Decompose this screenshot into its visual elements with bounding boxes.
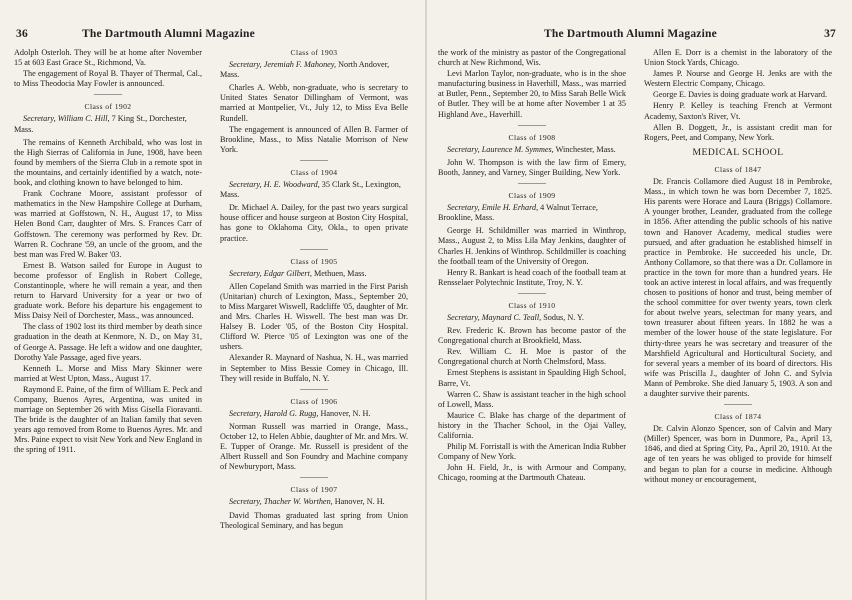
secretary-line <box>438 313 626 323</box>
secretary-line <box>220 60 408 80</box>
paragraph: Levi Marlon Taylor, non-graduate, who is in the shoe manufacturing business in Haverhill, Mass., was married at Butler, Penn., September 20, to Miss Sarah Belle Wick of Butler. They will be at home after November 1 at 35 Highland Ave., Haverhill. <box>438 69 626 119</box>
divider <box>300 477 328 478</box>
secretary-address: 7 King St., Dorchester, Mass. <box>14 114 187 134</box>
secretary-line <box>220 269 408 279</box>
class-heading: Class of 1908 <box>508 132 556 142</box>
paragraph: The class of 1902 lost its third member by death since graduation in the death at Kenmore, N. D., on May 31, of George A. Passage. He left a widow and one daughter, Dorothy Yale Passage, aged five years. <box>14 322 202 362</box>
paragraph: Kenneth L. Morse and Miss Mary Skinner were married at West Upton, Mass., August 17. <box>14 363 202 383</box>
class-heading: Class of 1909 <box>508 191 556 201</box>
secretary-address: 4 Walnut Terrace, Brookline, Mass. <box>438 203 598 223</box>
paragraph: The engagement is announced of Allen B. Farmer of Brookline, Mass., to Miss Natalie Morrison of New York. <box>220 124 408 154</box>
paragraph: Warren C. Shaw is assistant teacher in the high school of Lowell, Mass. <box>438 389 626 409</box>
class-heading: Class of 1903 <box>290 48 338 57</box>
paragraph: Dr. Calvin Alonzo Spencer, son of Calvin and Mary (Miller) Spencer, was born in Dunmore, Pa., April 13, 1846, and died at Spring City, Pa., April 20, 1910. At the age of ten years he was obliged to provide for himself and began to plan for a course in medicine. Although without money or encouragement, <box>644 424 832 484</box>
paragraph: Rev. William C. H. Moe is pastor of the Congregational church at North Chelmsford, Mass. <box>438 347 626 367</box>
class-heading: Class of 1874 <box>714 412 762 422</box>
class-heading: Class of 1847 <box>714 164 762 174</box>
page-number: 36 <box>16 28 28 40</box>
class-heading: Class of 1902 <box>84 102 132 112</box>
class-heading: Class of 1904 <box>290 167 338 177</box>
class-heading: Class of 1905 <box>290 256 338 266</box>
section-heading: MEDICAL SCHOOL <box>692 146 784 158</box>
secretary-address: Methuen, Mass. <box>313 268 367 278</box>
secretary-label: Secretary, <box>229 497 262 507</box>
paragraph: Ernest Stephens is assistant in Spaulding High School, Barre, Vt. <box>438 368 626 388</box>
paragraph: Allen E. Dorr is a chemist in the laboratory of the Union Stock Yards, Chicago. <box>644 48 832 68</box>
secretary-address: Winchester, Mass. <box>555 144 616 154</box>
right-column-2 <box>644 48 832 486</box>
divider <box>518 125 546 126</box>
secretary-label: Secretary, <box>229 268 262 278</box>
class-heading: Class of 1907 <box>290 485 338 495</box>
divider <box>518 293 546 294</box>
secretary-address: Sodus, N. Y. <box>543 312 584 322</box>
secretary-name: Emile H. Erhard, <box>481 203 539 213</box>
secretary-line <box>220 409 408 419</box>
secretary-line <box>220 497 408 507</box>
running-title: The Dartmouth Alumni Magazine <box>82 28 255 40</box>
secretary-address: North Andover, Mass. <box>220 60 390 80</box>
secretary-name: Edgar Gilbert, <box>263 268 312 278</box>
paragraph: Norman Russell was married in Orange, Mass., October 12, to Helen Abbie, daughter of Mr. and Mrs. W. E. Tupper of Orange. Mr. Russell is president of the Albert Russell and Son Foundry and Machine company of Newburyport, Mass. <box>220 421 408 472</box>
page-number: 37 <box>824 28 836 40</box>
secretary-label: Secretary, <box>447 144 480 154</box>
paragraph: Rev. Frederic K. Brown has become pastor of the Congregational church at Brookfield, Mass. <box>438 326 626 346</box>
divider <box>518 183 546 184</box>
secretary-name: Harold G. Rugg, <box>263 408 319 418</box>
secretary-address: 35 Clark St., Lexington, Mass. <box>220 180 401 200</box>
right-page-header <box>440 28 836 42</box>
paragraph: Dr. Michael A. Dailey, for the past two years surgical house officer and house surgeon at Boston City Hospital, has gone to Oklahoma City, Okla., to open private practice. <box>220 203 408 243</box>
paragraph: James P. Nourse and George H. Jenks are with the Western Electric Company, Chicago. <box>644 69 832 89</box>
paragraph: George E. Davies is doing graduate work at Harvard. <box>653 90 828 100</box>
secretary-name: William C. Hill, <box>57 114 110 124</box>
divider <box>300 249 328 250</box>
secretary-line <box>220 180 408 200</box>
paragraph: Allen Copeland Smith was married in the First Parish (Unitarian) church of Lexington, Mass., September 20, to Miss Margaret Wiswell, Radcliffe '05, daughter of Mr. and Mrs. Charles H. Wiswell. The best man was Dr. Halsey B. Loder '05, of the Boston City Hospital. Clifford W. Pierce '05 of Lexington was one of the ushers. <box>220 281 408 352</box>
secretary-name: Laurence M. Symmes, <box>481 144 554 154</box>
divider <box>94 94 122 95</box>
paragraph: The engagement of Royal B. Thayer of Thermal, Cal., to Miss Theodocia May Fowler is announced. <box>14 69 202 89</box>
class-heading: Class of 1910 <box>508 300 556 310</box>
left-page-header <box>16 28 412 42</box>
paragraph: Frank Cochrane Moore, assistant professor of mathematics in the New Hampshire College at Durham, was married at Goffstown, N. H., August 17, to Miss Helen Bond Carr, daughter of Mrs. S. Frances Carr of Goffstown. The ceremony was performed by Rev. Dr. Warren R. Cochrane '59, an uncle of the groom, and the best man was Fred W. Baker '03. <box>14 189 202 259</box>
running-title: The Dartmouth Alumni Magazine <box>544 28 717 40</box>
secretary-line <box>14 114 202 134</box>
class-heading: Class of 1906 <box>290 396 338 406</box>
paragraph: the work of the ministry as pastor of the Congregational church at New Richmond, Wis. <box>438 48 626 68</box>
secretary-label: Secretary, <box>447 312 480 322</box>
secretary-name: Jeremiah F. Mahoney, <box>263 60 337 70</box>
secretary-address: Hanover, N. H. <box>320 408 371 418</box>
paragraph: Maurice C. Blake has charge of the department of history in the Thacher School, in the Ojai Valley, California. <box>438 410 626 440</box>
paragraph: Raymond E. Paine, of the firm of William E. Peck and Company, Buenos Ayres, Argentina, was united in marriage on September 26 with Miss Gisella Fioravanti. The bride is the daughter of an Italian family that seven years ago removed from Rome to Buenos Ayres. Mr. and Mrs. Paine expect to visit New York and New England in the spring of 1911. <box>14 384 202 455</box>
paragraph: John W. Thompson is with the law firm of Emery, Booth, Janney, and Varney, Singer Building, New York. <box>438 157 626 177</box>
paragraph: Alexander R. Maynard of Nashua, N. H., was married in September to Miss Bessie Comey in Chicago, Ill. They will reside in Buffalo, N. Y. <box>220 353 408 383</box>
right-column-1 <box>438 48 626 484</box>
left-column-2 <box>220 48 408 532</box>
paragraph: George H. Schildmiller was married in Winthrop, Mass., August 2, to Miss Lila May Jenkins, daughter of Charles H. Jenkins of Winthrop. Schildmiller is coaching the football team of the University of Oregon. <box>438 226 626 266</box>
paragraph: Adolph Osterloh. They will be at home after November 15 at 603 East Grace St., Richmond, Va. <box>14 48 202 68</box>
paragraph: Dr. Francis Collamore died August 18 in Pembroke, Mass., in which town he was born December 7, 1825. His parents were Horace and Laura (Briggs) Collamore. A younger brother, Leander, graduated from the college in 1856. After attending the public schools of his native town and Hanover Academy, medical studies were pursued, and after graduation he established himself in practice in Pembroke. He succeeded his uncle, Dr. Anthony Collamore, so that there was a Dr. Collamore in practice in the town for more than a hundred years. He took an active interest in local affairs, and was frequently chosen to positions of honor and trust, being member of the school committee for over twenty years, town clerk for about twelve years, selectman for many years, and town treasurer about fifteen years. In 1882 he was a member of the lower house of the state legislature. For thirty-three years he was secretary and treasurer of the Marshfield Agricultural and Horticultural Society, and for several years a member of its board of directors. His wife was Priscilla J., daughter of John C. and Sylvia Mann of Pembroke. She died January 5, 1903. A son and a daughter survive their parents. <box>644 177 832 398</box>
secretary-name: Maynard C. Teall, <box>481 312 542 322</box>
paragraph: Philip M. Forristall is with the American India Rubber Company of New York. <box>438 442 626 462</box>
paragraph: Henry P. Kelley is teaching French at Vermont Academy, Saxton's River, Vt. <box>644 101 832 121</box>
divider <box>300 160 328 161</box>
paragraph: Charles A. Webb, non-graduate, who is secretary to United States Senator Dillingham of Vermont, was married at Montpelier, Vt., July 12, to Miss Eva Belle Rundell. <box>220 83 408 123</box>
secretary-label: Secretary, <box>229 60 262 70</box>
secretary-label: Secretary, <box>229 408 262 418</box>
divider <box>300 389 328 390</box>
secretary-label: Secretary, <box>229 180 262 190</box>
paragraph: Ernest B. Watson sailed for Europe in August to become professor of English in Robert College, Constantinople, where he will remain a year, and then return to Harvard University for a year or two of graduate work. Before his departure his engagement to Miss Daisy Neil of Dorchester, Mass., was announced. <box>14 260 202 321</box>
paragraph: David Thomas graduated last spring from Union Theological Seminary, and has begun <box>220 510 408 530</box>
secretary-address: Hanover, N. H. <box>334 497 385 507</box>
secretary-label: Secretary, <box>23 114 56 124</box>
secretary-label: Secretary, <box>447 203 480 213</box>
divider <box>724 404 752 405</box>
paragraph: Henry R. Bankart is head coach of the football team at Rensselaer Polytechnic Institute, Troy, N. Y. <box>438 267 626 287</box>
paragraph: Allen B. Doggett, Jr., is assistant credit man for Rogers, Peet, and Company, New York. <box>644 122 832 142</box>
secretary-line <box>438 145 626 155</box>
secretary-line <box>438 203 626 223</box>
secretary-name: Thacher W. Worthen, <box>263 497 333 507</box>
left-column-1 <box>14 48 202 457</box>
paragraph: John H. Field, Jr., is with Armour and Company, Chicago, rooming at the Dartmouth Chateau. <box>438 463 626 483</box>
secretary-name: H. E. Woodward, <box>263 180 320 190</box>
right-page <box>426 0 852 600</box>
paragraph: The remains of Kenneth Archibald, who was lost in the High Sierras of California in June, 1908, have been found by members of the Sierra Club in a remote spot in the mountains, and certainly identified by a watch, note-book, and clothing known to have belonged to him. <box>14 137 202 188</box>
